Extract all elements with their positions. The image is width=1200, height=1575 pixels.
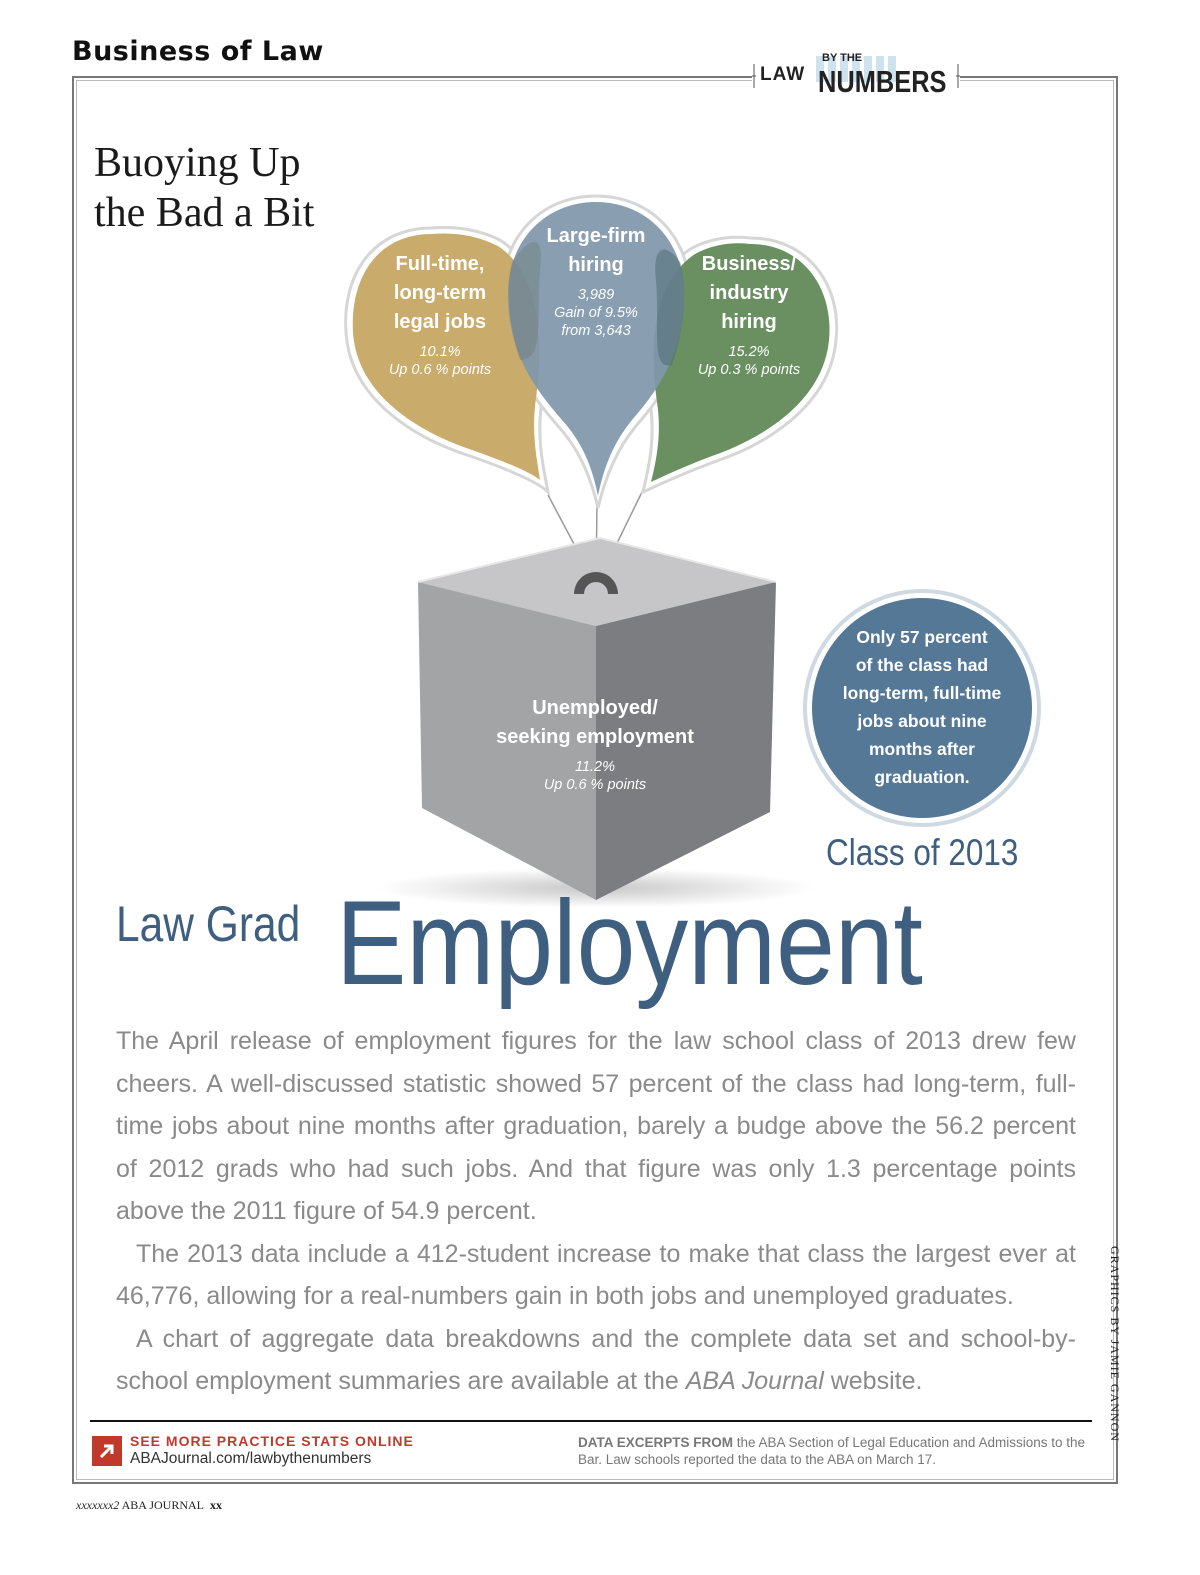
class-label: Class of 2013	[826, 832, 1019, 873]
logo-numbers-text: NUMBERS	[818, 64, 947, 99]
folio-page: xx	[209, 1498, 222, 1512]
balloon-value-line: Up 0.6 % points	[388, 362, 492, 378]
balloon-title-line: long-term	[393, 282, 487, 304]
publication-name: ABA Journal	[685, 1367, 824, 1395]
logo-by-the-text: BY THE	[822, 52, 863, 64]
balloon-business-industry-text	[668, 250, 830, 379]
callout-line: months after	[869, 739, 975, 759]
balloon-title-line: hiring	[721, 311, 777, 333]
box-value-line: Up 0.6 % points	[543, 777, 647, 793]
body-text: A chart of aggregate data breakdowns and the complete data set and school-by-school employment summaries are available at the	[116, 1324, 1076, 1395]
title-small: Law Grad	[116, 896, 301, 952]
balloon-large-firm-text	[514, 222, 678, 340]
headline-line-2: the Bad a Bit	[94, 190, 315, 236]
website-link[interactable]: ABAJournal.com/lawbythenumbers	[130, 1450, 372, 1467]
data-source-text: the ABA Section of Legal Education and Admissions to the Bar. Law schools reported the data to the ABA on March 17.	[578, 1435, 1085, 1467]
balloon-value-line: from 3,643	[561, 323, 631, 339]
balloon-full-time-legal-text	[360, 250, 520, 379]
box-title-line: seeking employment	[496, 726, 694, 748]
folio-code: xxxxxxx2	[76, 1498, 120, 1512]
box-text	[470, 694, 720, 794]
section-label: Business of Law	[72, 36, 324, 67]
balloon-title-line: industry	[709, 282, 789, 304]
balloon-title-line: Large-firm	[546, 225, 646, 247]
body-paragraph: The April release of employment figures for the law school class of 2013 drew few cheers. A well-discussed statistic showed 57 percent of the class had long-term, full-time jobs about nine months after graduation, barely a budge above the 56.2 percent of 2012 grads who had such jobs. And that figure was only 1.3 percentage points above the 2011 figure of 54.9 percent.	[116, 1027, 1076, 1225]
callout-text	[822, 623, 1022, 791]
body-paragraph: The 2013 data include a 412-student increase to make that class the largest ever at 46,776, allowing for a real-numbers gain in both jobs and unemployed graduates.	[116, 1239, 1076, 1310]
body-paragraph	[116, 1318, 1076, 1403]
balloon-title-line: hiring	[568, 254, 624, 276]
logo-law-text: LAW	[760, 64, 806, 85]
callout-line: long-term, full-time	[842, 683, 1002, 703]
folio	[76, 1498, 222, 1513]
balloon-value-line: 10.1%	[419, 344, 461, 360]
footer-rule	[90, 1420, 1092, 1422]
arrow-icon-glyph	[92, 1436, 122, 1466]
callout-line: graduation.	[874, 767, 970, 787]
balloon-value-line: Gain of 9.5%	[554, 305, 638, 321]
see-more-link[interactable]: SEE MORE PRACTICE STATS ONLINE	[130, 1433, 414, 1449]
balloon-title-line: Full-time,	[395, 253, 485, 275]
balloon-value-line: Up 0.3 % points	[697, 362, 801, 378]
arrow-icon[interactable]	[92, 1436, 122, 1466]
graphics-credit: GRAPHICS BY JAMIE GANNON	[1108, 1246, 1122, 1442]
headline-line-1: Buoying Up	[94, 140, 301, 186]
body-text: website.	[823, 1367, 923, 1395]
box-title-line: Unemployed/	[532, 697, 658, 719]
callout-line: of the class had	[855, 655, 989, 675]
box-value-line: 11.2%	[574, 759, 616, 775]
balloon-value-line: 3,989	[577, 287, 615, 303]
callout-line: Only 57 percent	[856, 627, 988, 647]
callout-line: jobs about nine	[857, 711, 987, 731]
data-source-note	[578, 1434, 1094, 1468]
data-source-label: DATA EXCERPTS FROM	[578, 1435, 733, 1450]
balloon-title-line: legal jobs	[393, 311, 487, 333]
balloon-value-line: 15.2%	[728, 344, 770, 360]
title-big: Employment	[336, 876, 923, 1010]
balloon-title-line: Business/	[701, 253, 797, 275]
article-body	[116, 1020, 1076, 1403]
folio-magazine: ABA JOURNAL	[121, 1498, 204, 1512]
